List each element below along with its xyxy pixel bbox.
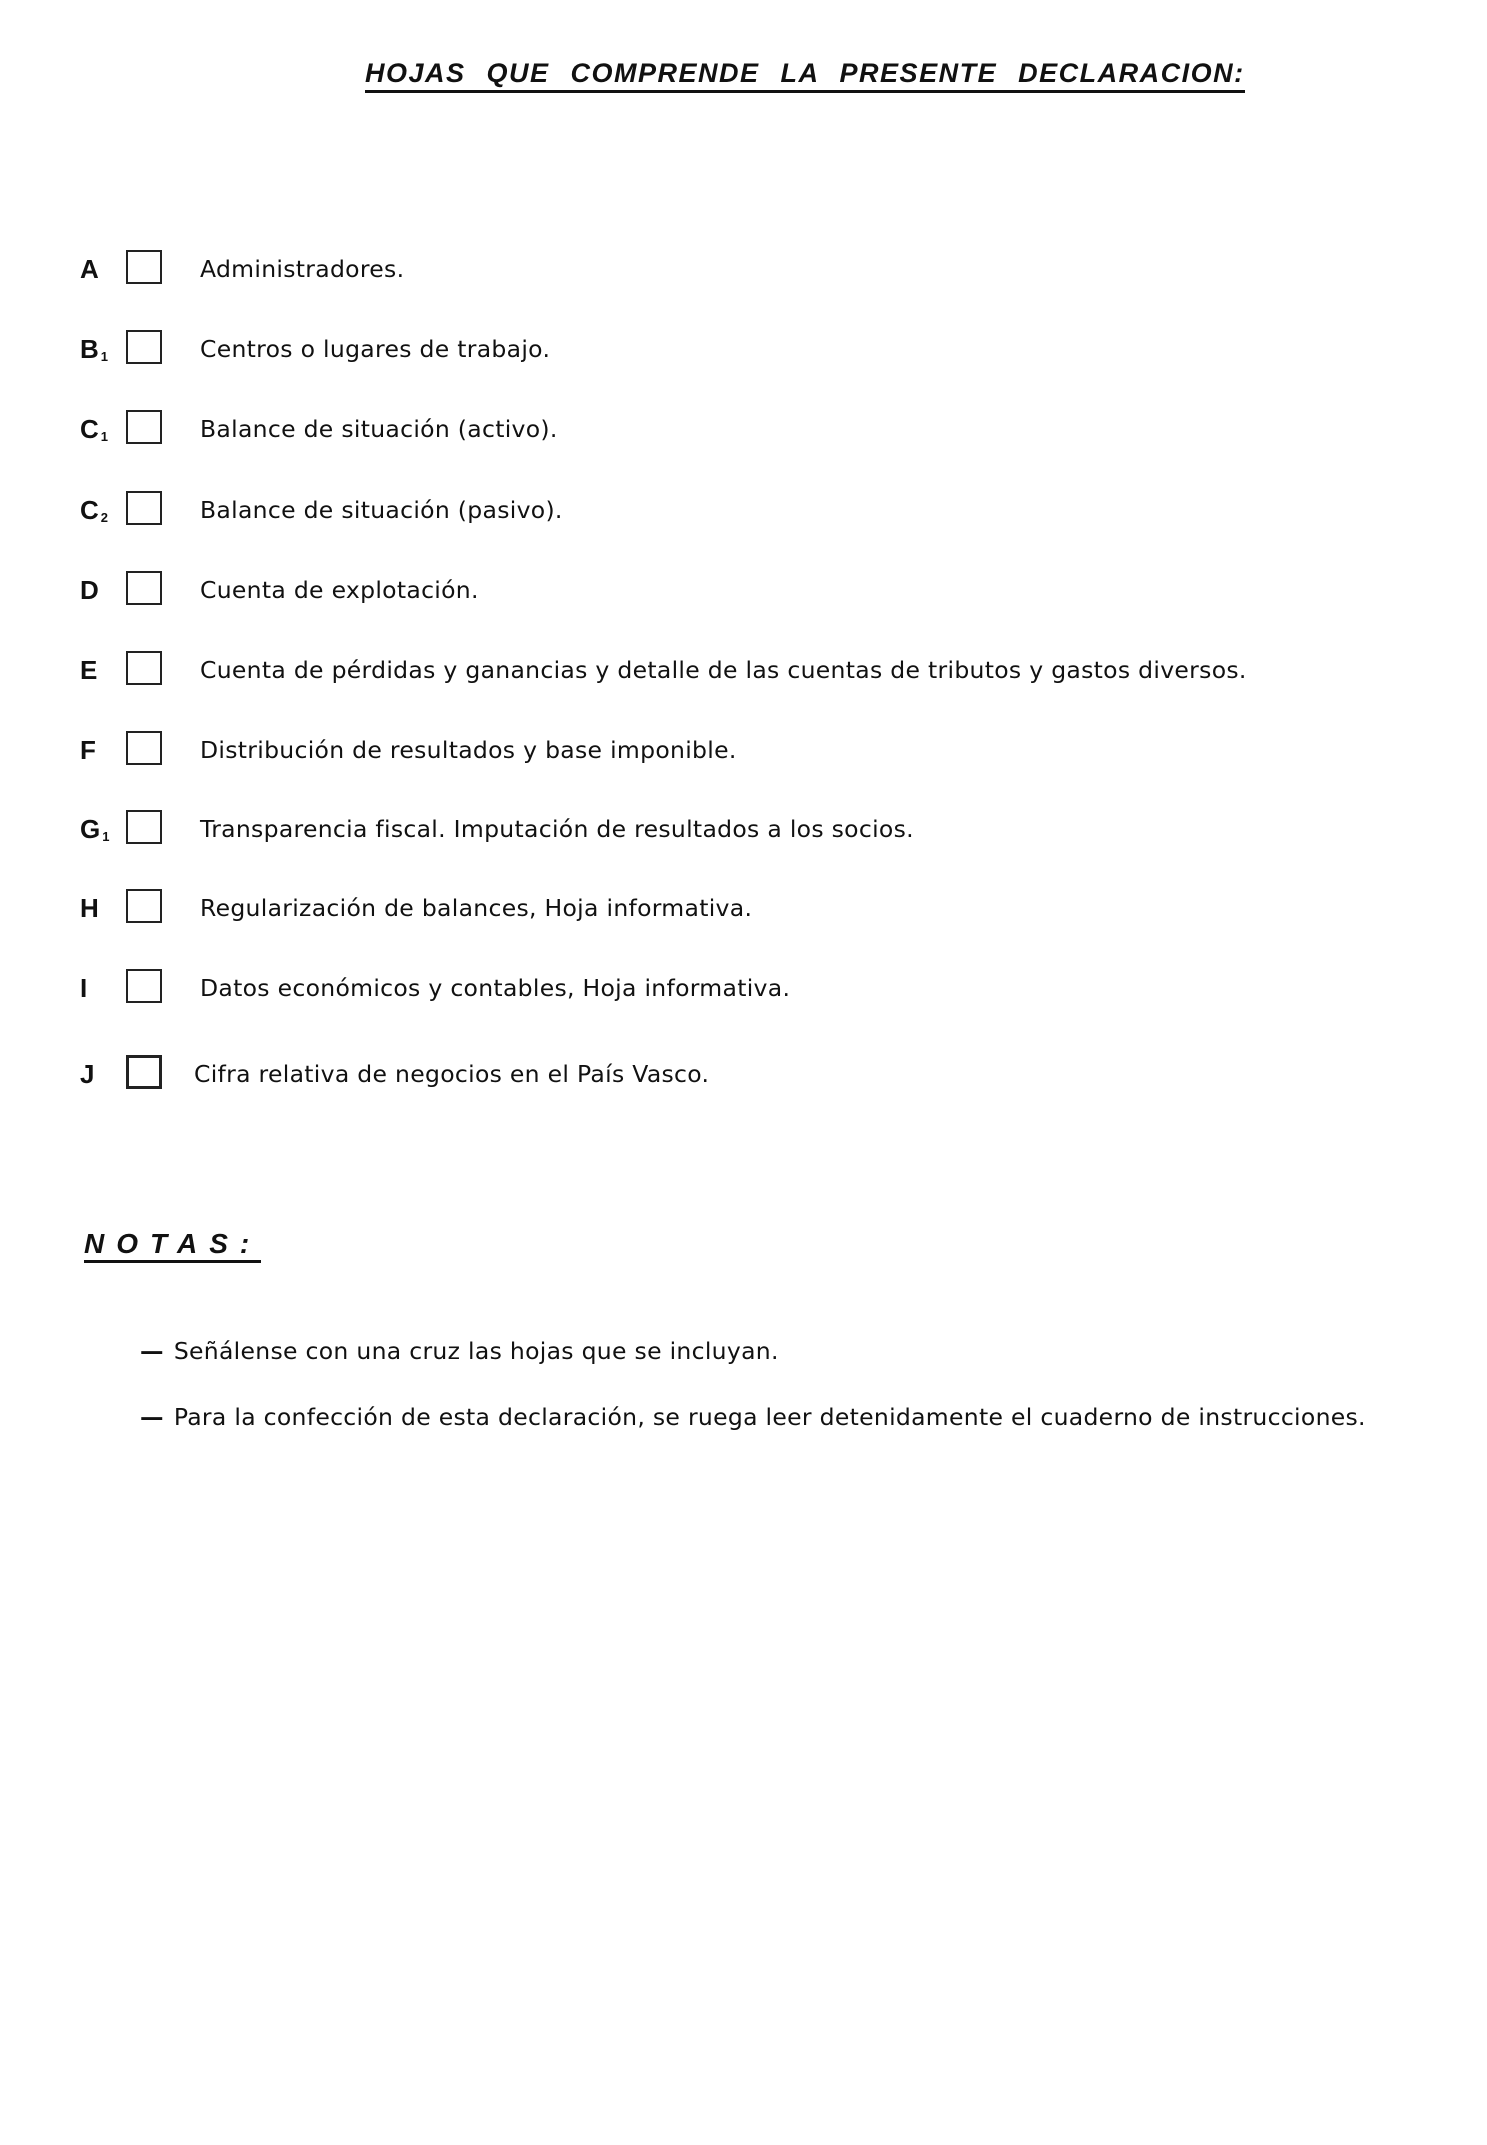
sheet-row-c2 xyxy=(0,489,1487,529)
dash-bullet: — xyxy=(140,1337,164,1365)
sheet-checkbox-j[interactable] xyxy=(126,1055,162,1089)
sheet-row-h xyxy=(0,887,1487,927)
note-text: Para la confección de esta declaración, se ruega leer detenidamente el cuaderno de instrucciones. xyxy=(173,1403,1366,1431)
sheet-label: Distribución de resultados y base imponible. xyxy=(200,736,737,764)
sheet-row-c1 xyxy=(0,408,1487,448)
sheet-label: Centros o lugares de trabajo. xyxy=(200,335,551,363)
sheet-letter: I xyxy=(80,973,88,1003)
sheet-letter: D xyxy=(80,575,99,605)
sheet-letter: E xyxy=(80,655,98,685)
sheet-checkbox-a[interactable] xyxy=(126,250,162,284)
sheet-label: Cuenta de pérdidas y ganancias y detalle de las cuentas de tributos y gastos diversos. xyxy=(200,656,1247,684)
sheet-letter: F xyxy=(80,735,96,765)
sheet-label: Cuenta de explotación. xyxy=(200,576,479,604)
sheet-row-g1 xyxy=(0,808,1487,848)
sheet-row-d xyxy=(0,569,1487,609)
sheet-label: Cifra relativa de negocios en el País Vasco. xyxy=(194,1060,710,1088)
sheet-label: Administradores. xyxy=(200,255,405,283)
sheet-checkbox-c2[interactable] xyxy=(126,491,162,525)
sheet-checkbox-f[interactable] xyxy=(126,731,162,765)
note-item xyxy=(140,1337,779,1365)
page-title: HOJAS QUE COMPRENDE LA PRESENTE DECLARACION: xyxy=(365,58,1245,93)
sheet-label: Regularización de balances, Hoja informativa. xyxy=(200,894,753,922)
sheet-row-a xyxy=(0,248,1487,288)
sheet-row-b1 xyxy=(0,328,1487,368)
sheet-checkbox-i[interactable] xyxy=(126,969,162,1003)
sheet-checkbox-e[interactable] xyxy=(126,651,162,685)
sheet-checkbox-b1[interactable] xyxy=(126,330,162,364)
notes-title: NOTAS: xyxy=(84,1228,261,1263)
sheet-label: Balance de situación (pasivo). xyxy=(200,496,563,524)
sheet-checkbox-h[interactable] xyxy=(126,889,162,923)
note-text: Señálense con una cruz las hojas que se incluyan. xyxy=(173,1337,779,1365)
sheet-label: Balance de situación (activo). xyxy=(200,415,558,443)
dash-bullet: — xyxy=(140,1403,164,1431)
sheet-letter: H xyxy=(80,893,99,923)
sheet-label: Datos económicos y contables, Hoja informativa. xyxy=(200,974,791,1002)
sheet-row-e xyxy=(0,649,1487,689)
sheet-row-f xyxy=(0,729,1487,769)
note-item xyxy=(140,1403,1366,1431)
sheet-letter: C $_2$ xyxy=(80,495,109,525)
sheet-row-j xyxy=(0,1053,1487,1093)
sheet-checkbox-d[interactable] xyxy=(126,571,162,605)
sheet-checkbox-c1[interactable] xyxy=(126,410,162,444)
sheet-letter: B $_1$ xyxy=(80,334,109,364)
sheet-row-i xyxy=(0,967,1487,1007)
sheet-letter: A xyxy=(80,254,99,284)
sheet-letter: C $_1$ xyxy=(80,414,109,444)
sheet-letter: J xyxy=(80,1059,95,1089)
sheet-checkbox-g1[interactable] xyxy=(126,810,162,844)
sheet-label: Transparencia fiscal. Imputación de resultados a los socios. xyxy=(200,815,914,843)
sheet-letter: G $_1$ xyxy=(80,814,110,844)
